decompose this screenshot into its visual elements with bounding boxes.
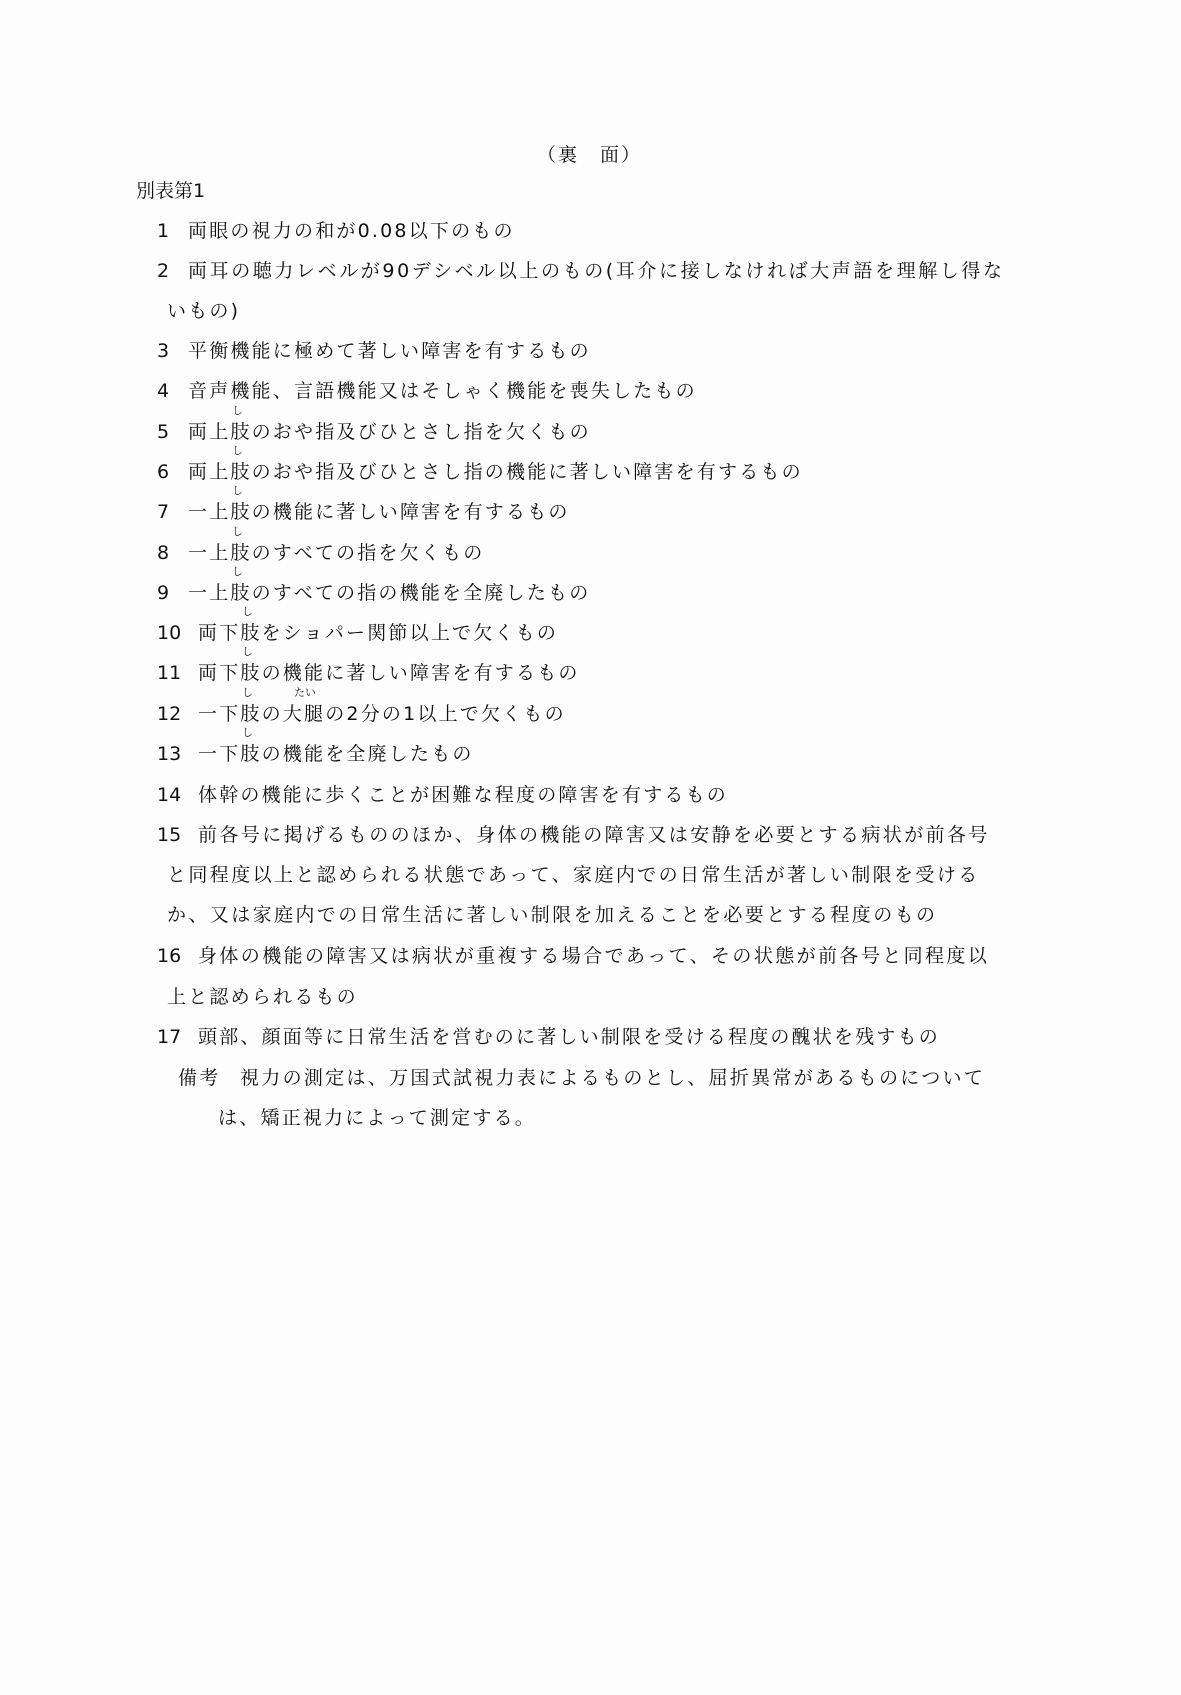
item-number: 3 [157, 340, 170, 362]
item-text: 身体の機能の障害又は病状が重複する場合であって、その状態が前各号と同程度以 [198, 945, 990, 967]
item-text: 両眼の視力の和が0.08以下のもの [188, 220, 515, 242]
item-text: 両上肢のおや指及びひとさし指の機能に著しい障害を有するもの [188, 461, 803, 483]
item-text: 両耳の聴力レベルが90デシベル以上のもの(耳介に接しなければ大声語を理解し得な [188, 260, 1005, 282]
item-number: 1 [157, 220, 170, 242]
item-number: 17 [157, 1026, 182, 1048]
item-text-continuation: か、又は家庭内での日常生活に著しい制限を加えることを必要とする程度のもの [167, 904, 938, 926]
item-number: 2 [157, 260, 170, 282]
ruby-annotation: し [242, 605, 253, 618]
ruby-annotation: し [242, 645, 253, 658]
ruby-annotation: し [242, 726, 253, 739]
item-text-continuation: と同程度以上と認められる状態であって、家庭内での日常生活が著しい制限を受ける [167, 864, 980, 886]
item-number: 4 [157, 380, 170, 402]
table-label: 別表第1 [136, 180, 206, 202]
item-text: 両下肢の機能に著しい障害を有するもの [198, 662, 580, 684]
item-text: 前各号に掲げるもののほか、身体の機能の障害又は安静を必要とする病状が前各号 [198, 824, 990, 846]
item-number: 16 [157, 945, 182, 967]
item-text-continuation: いもの) [167, 300, 241, 322]
ruby-annotation: し [232, 404, 243, 417]
item-text: 一上肢のすべての指を欠くもの [188, 542, 485, 564]
ruby-annotation: し [232, 565, 243, 578]
remarks-label: 備考 [178, 1067, 221, 1089]
item-text: 両上肢のおや指及びひとさし指を欠くもの [188, 421, 591, 443]
ruby-annotation: し [242, 686, 253, 699]
item-number: 15 [157, 824, 182, 846]
item-number: 7 [157, 501, 170, 523]
item-text: 頭部、顔面等に日常生活を営むのに著しい制限を受ける程度の醜状を残すもの [198, 1026, 941, 1048]
item-number: 6 [157, 461, 170, 483]
item-text-continuation: 上と認められるもの [167, 986, 358, 1008]
ruby-annotation: たい [294, 686, 316, 699]
item-number: 8 [157, 542, 170, 564]
ruby-annotation: し [232, 525, 243, 538]
item-number: 5 [157, 421, 170, 443]
item-text: 両下肢をショパー関節以上で欠くもの [198, 622, 559, 644]
item-text: 一上肢の機能に著しい障害を有するもの [188, 501, 570, 523]
page-side-title: （裏 面） [537, 144, 643, 166]
item-text: 体幹の機能に歩くことが困難な程度の障害を有するもの [198, 784, 729, 806]
item-number: 10 [157, 622, 182, 644]
remarks-text: 視力の測定は、万国式試視力表によるものとし、屈折異常があるものについて [240, 1067, 986, 1089]
ruby-annotation: し [232, 444, 243, 457]
item-number: 14 [157, 784, 182, 806]
item-text: 一下肢の機能を全廃したもの [198, 743, 474, 765]
item-number: 12 [157, 703, 182, 725]
item-text: 一下肢の大腿の2分の1以上で欠くもの [198, 703, 566, 725]
item-text: 一上肢のすべての指の機能を全廃したもの [188, 582, 591, 604]
item-number: 11 [157, 662, 182, 684]
item-text: 音声機能、言語機能又はそしゃく機能を喪失したもの [188, 380, 697, 402]
item-number: 13 [157, 743, 182, 765]
item-text: 平衡機能に極めて著しい障害を有するもの [188, 340, 591, 362]
item-number: 9 [157, 582, 170, 604]
remarks-text-continuation: は、矯正視力によって測定する。 [218, 1107, 537, 1129]
ruby-annotation: し [232, 484, 243, 497]
